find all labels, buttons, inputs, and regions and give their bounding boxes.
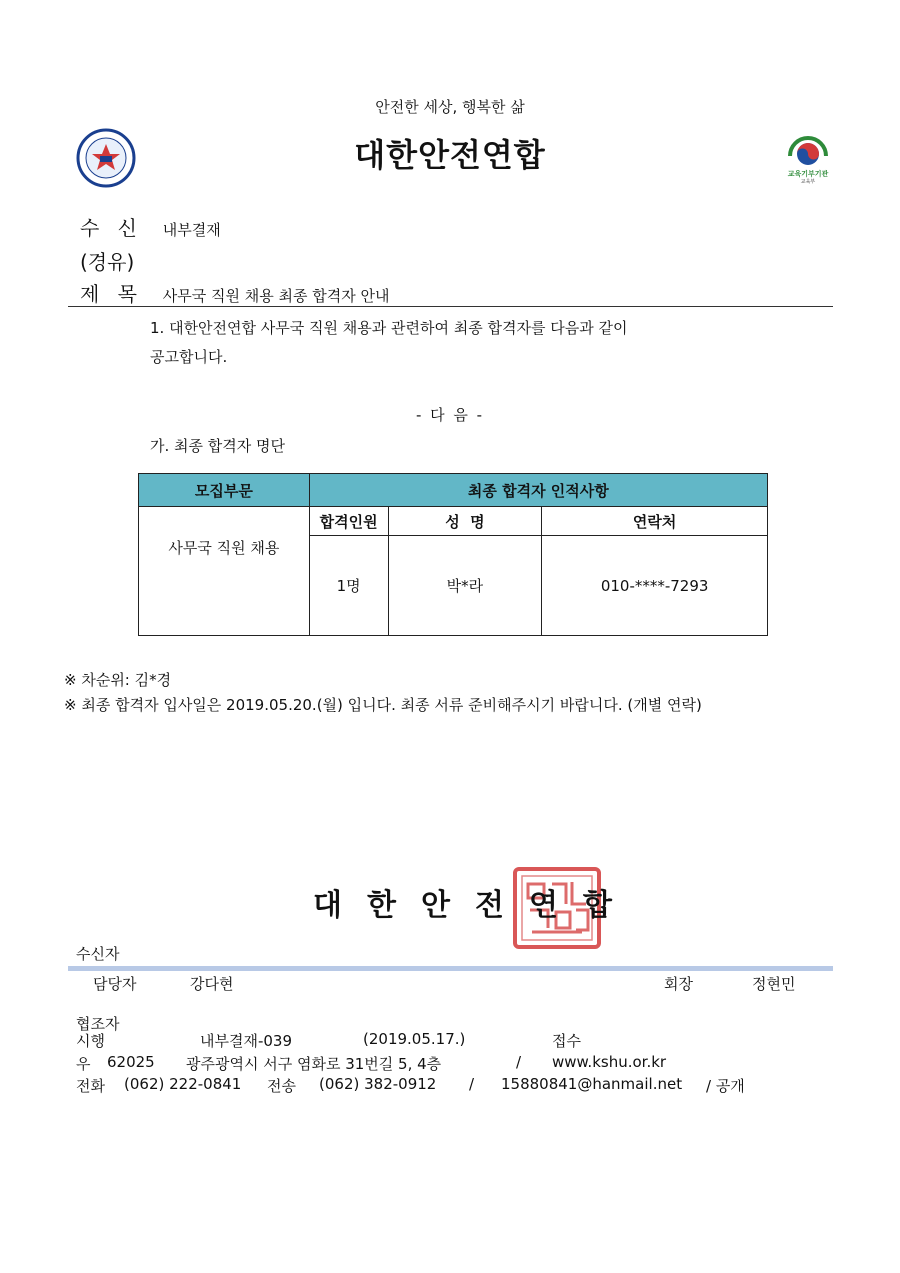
public-status: / 공개 [706,1077,745,1095]
name-cell: 박*라 [388,536,542,636]
svg-text:교육부: 교육부 [800,179,816,185]
president-label: 회장 [664,975,693,993]
phone-label: 전화 [76,1077,105,1095]
count-cell: 1명 [309,536,388,636]
exec-label: 시행 [76,1032,105,1050]
dept-cell [139,507,310,636]
zip-label: 우 [76,1055,91,1073]
fax-number: (062) 382-0912 [319,1075,437,1093]
manager-label: 담당자 [93,975,137,993]
list-heading: 가. 최종 합격자 명단 [150,437,285,455]
via-row [80,246,158,275]
exec-number: 내부결재-039 [200,1032,293,1050]
table-subheader-row [139,507,768,536]
via-label: (경유) [80,250,135,274]
president-name: 정현민 [752,975,796,993]
subheader-count: 합격인원 [309,507,388,536]
recipient-row [80,212,221,241]
email-link[interactable]: 15880841@hanmail.net [501,1075,683,1093]
website-link[interactable]: www.kshu.or.kr [552,1053,667,1071]
zip-code: 62025 [107,1053,155,1071]
receipt-label: 접수 [552,1032,581,1050]
phone-number: (062) 222-0841 [124,1075,242,1093]
subheader-contact: 연락처 [542,507,768,536]
header-info: 최종 합격자 인적사항 [309,474,767,507]
manager-name: 강다현 [190,975,234,993]
contact-cell: 010-****-7293 [542,536,768,636]
recipient-label: 수 신 [80,216,143,240]
table-header-row [139,474,768,507]
note-start-date: ※ 최종 합격자 입사일은 2019.05.20.(월) 입니다. 최종 서류 준비해주시기 바랍니다. (개별 연락) [64,696,702,714]
svg-text:교육기부기관: 교육기부기관 [787,170,829,178]
body-paragraph-line2: 공고합니다. [150,348,228,366]
divider [68,306,833,307]
receiver-label: 수신자 [76,945,120,963]
note-runner-up: ※ 차순위: 김*경 [64,671,172,689]
slogan: 안전한 세상, 행복한 삶 [375,98,525,116]
subheader-name: 성 명 [388,507,542,536]
subject-row [80,278,389,307]
recipient-value: 내부결재 [162,221,221,239]
issuer-name: 대한안전연합 [313,888,637,923]
header-dept: 모집부문 [139,474,310,507]
org-emblem-left-logo [76,128,136,188]
subject-label: 제 목 [80,282,143,306]
signature-divider [68,966,833,971]
slash-separator: / [516,1053,522,1071]
subject-value: 사무국 직원 채용 최종 합격자 안내 [162,287,390,305]
result-table [138,473,768,636]
education-donation-logo [778,126,838,186]
exec-date: (2019.05.17.) [363,1030,466,1048]
fax-label: 전송 [267,1077,296,1095]
slash-separator: / [469,1075,475,1093]
body-paragraph-line1: 1. 대한안전연합 사무국 직원 채용과 관련하여 최종 합격자를 다음과 같이 [150,319,628,337]
address: 광주광역시 서구 염화로 31번길 5, 4층 [186,1055,442,1073]
coop-label: 협조자 [76,1015,120,1033]
dept-value: 사무국 직원 채용 [168,538,280,557]
document-title: 대한안전연합 [354,136,546,174]
next-heading: - 다 음 - [415,406,485,424]
